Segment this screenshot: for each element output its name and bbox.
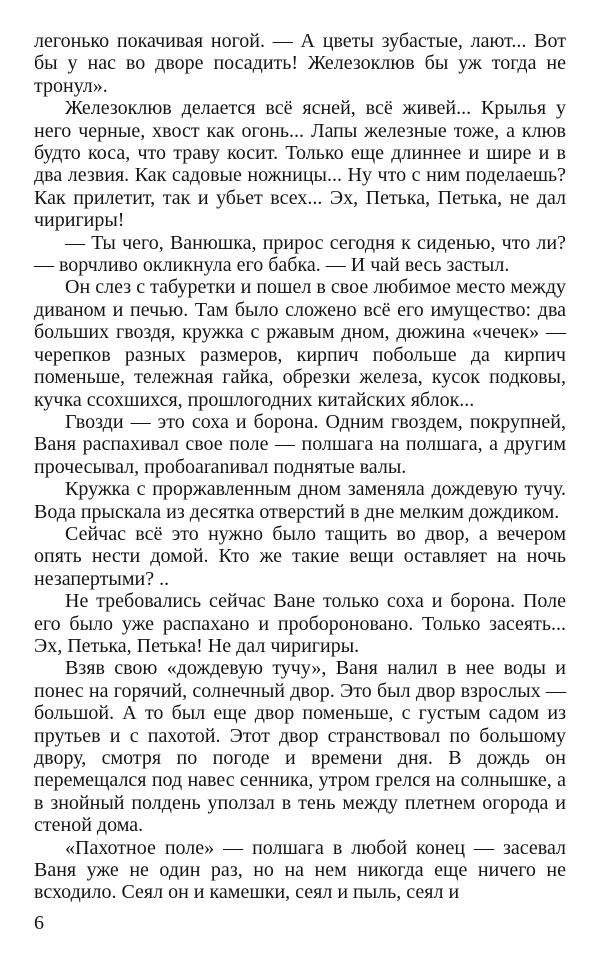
page-number: 6 (34, 912, 44, 934)
paragraph-4: Он слез с табуретки и пошел в свое любимое место между диваном и печью. Там было сложено всё его имущество: два больших гвоздя, кружка с ржавым дном, дюжина «чечек» — черепков разных размеров, кирпич побольше да кирпич поменьше, тележная гайка, обрезки железа, кусок подковы, кучка ссохшихся, прошлогодних китайских яблок... (34, 276, 566, 411)
paragraph-3: — Ты чего, Ванюшка, прирос сегодня к сиденью, что ли? — ворчливо окликнула его бабка. — И чай весь застыл. (34, 231, 566, 277)
paragraph-5: Гвозди — это соха и борона. Одним гвоздем, покрупней, Ваня распахивал свое поле — полшага на полшага, а другим прочесывал, пробоaranивал поднятые валы. (34, 410, 566, 478)
paragraph-8: Не требовались сейчас Ване только соха и борона. Поле его было уже распахано и проборонoвано. Только засеять... Эх, Петька, Петька! Не дал чиригиры. (34, 590, 566, 657)
paragraph-6: Кружка с проржавленным дном заменяла дождевую тучу. Вода прыскала из десятка отверстий в дне мелким дождиком. (34, 478, 566, 523)
paragraph-2: Железоклюв делается всё ясней, всё живей... Крылья у него черные, хвост как огонь... Лапы железные тоже, а клюв будто коса, что траву косит. Только еще длиннее и шире и в два лезвия. Как садовые ножницы... Ну что с ним поделаешь? Как прилетит, так и убьет всех... Эх, Петька, Петька, не дал чиригиры! (34, 97, 566, 232)
paragraph-1: легонько покачивая ногой. — А цветы зубастые, лают... Вот бы у нас во дворе посадить! Железоклюв бы уж тогда не тронул». (34, 30, 566, 97)
page-body (34, 30, 566, 904)
paragraph-10: «Пахотное поле» — полшага в любой конец — засевал Ваня уже не один раз, но на нем никогда еще ничего не всходило. Сеял он и камешки, сеял и пыль, сеял и (34, 836, 566, 904)
paragraph-7: Сейчас всё это нужно было тащить во двор, а вечером опять нести домой. Кто же такие вещи оставляет на ночь незапертыми? .. (34, 522, 566, 590)
paragraph-9: Взяв свою «дождевую тучу», Ваня налил в нее воды и понес на горячий, солнечный двор. Это был двор взрослых — большой. А то был еще двор поменьше, с густым садом из прутьев и с пахотой. Этот двор странствовал по большому двору, смотря по погоде и времени дня. В дождь он перемещался под навес сенника, утром грелся на солнышке, а в знойный полдень уползал в тень между плетнем огорода и стеной дома. (34, 657, 566, 837)
